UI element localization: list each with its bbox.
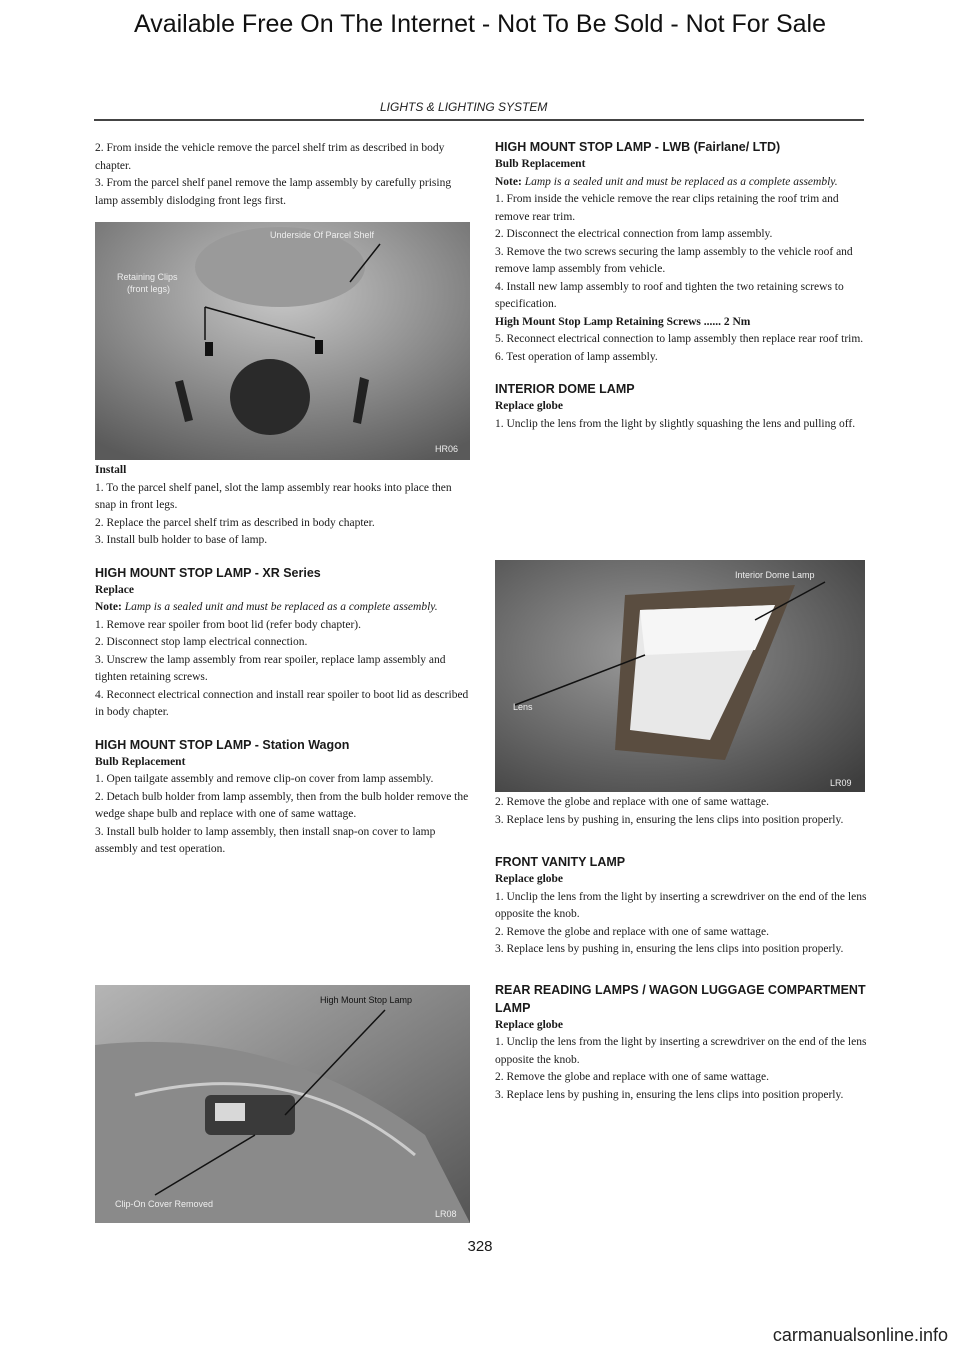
step-text: 2. Remove the globe and replace with one of same wattage. xyxy=(495,1071,769,1083)
note xyxy=(495,174,867,192)
step-text: 2. From inside the vehicle remove the parcel shelf trim as described in body chapter. xyxy=(95,142,445,172)
step-text: 3. Replace lens by pushing in, ensuring the lens clips into position properly. xyxy=(495,1088,844,1101)
section-heading: HIGH MOUNT STOP LAMP - LWB (Fairlane/ LTD) xyxy=(495,140,781,154)
step-text: 1. Unclip the lens from the light by slightly squashing the lens and pulling off. xyxy=(495,417,856,430)
step-text: 2. Replace the parcel shelf trim as described in body chapter. xyxy=(95,516,375,529)
step-text: 1. Unclip the lens from the light by inserting a screwdriver on the end of the lens opposite the knob. xyxy=(495,890,867,920)
photo-label: Retaining Clips xyxy=(117,272,178,282)
step-text: 3. Unscrew the lamp assembly from rear spoiler, replace lamp assembly and tighten retaining screws. xyxy=(95,653,446,683)
install-heading: Install xyxy=(95,464,127,476)
step-text: 1. Remove rear spoiler from boot lid (refer body chapter). xyxy=(95,618,361,631)
step-text: 2. Disconnect stop lamp electrical connection. xyxy=(95,636,308,648)
parcel-shelf-photo xyxy=(95,222,470,460)
step-text: 3. Install bulb holder to lamp assembly, then install snap-on cover to lamp assembly and test operation. xyxy=(95,825,436,855)
watermark-banner: Available Free On The Internet - Not To Be Sold - Not For Sale xyxy=(133,10,827,38)
step-text: 3. Remove the two screws securing the lamp assembly to the vehicle roof and remove lamp assembly from vehicle. xyxy=(495,245,853,275)
sub-heading: Bulb Replacement xyxy=(95,755,186,768)
step-text: 3. From the parcel shelf panel remove the lamp assembly by carefully prising lamp assembly dislodging front legs first. xyxy=(95,177,452,207)
page-number: 328 xyxy=(467,1238,493,1255)
photo-label: Lens xyxy=(513,702,533,712)
step-text: 1. To the parcel shelf panel, slot the lamp assembly rear hooks into place then snap in front legs. xyxy=(95,481,452,511)
step-text: 5. Reconnect electrical connection to lamp assembly then replace rear roof trim. xyxy=(495,333,864,345)
step-text: 6. Test operation of lamp assembly. xyxy=(495,350,658,363)
interior-dome-lamp-photo xyxy=(495,560,865,792)
step-text: 3. Replace lens by pushing in, ensuring the lens clips into position properly. xyxy=(495,943,844,955)
footer-watermark: carmanualsonline.info xyxy=(772,1325,948,1345)
photo-code: LR09 xyxy=(830,778,852,788)
note xyxy=(95,599,470,617)
photo-label: Clip-On Cover Removed xyxy=(115,1199,214,1209)
step-text: 2. Remove the globe and replace with one of same wattage. xyxy=(495,925,769,938)
photo-label: (front legs) xyxy=(127,284,171,294)
sub-heading: Replace globe xyxy=(495,1018,564,1031)
photo-label: Interior Dome Lamp xyxy=(735,570,815,580)
sub-heading: Replace globe xyxy=(495,873,564,885)
sub-heading: Bulb Replacement xyxy=(495,158,586,170)
step-text: 2. Remove the globe and replace with one of same wattage. xyxy=(495,796,769,808)
note-text: Lamp is a sealed unit and must be replaced as a complete assembly. xyxy=(524,175,838,188)
install-section xyxy=(95,462,470,859)
photo-code: HR06 xyxy=(435,444,459,454)
section-heading: REAR READING LAMPS / WAGON LUGGAGE COMPARTMENT LAMP xyxy=(495,982,866,1015)
note-label: Note: xyxy=(95,601,122,613)
note-label: Note: xyxy=(495,175,522,188)
step-text: 3. Replace lens by pushing in, ensuring the lens clips into position properly. xyxy=(495,813,844,826)
torque-spec: High Mount Stop Lamp Retaining Screws ...... 2 Nm xyxy=(495,315,751,328)
section-heading: HIGH MOUNT STOP LAMP - Station Wagon xyxy=(95,737,350,752)
photo-label: High Mount Stop Lamp xyxy=(320,995,413,1005)
step-text: 1. From inside the vehicle remove the rear clips retaining the roof trim and remove rear trim. xyxy=(495,193,839,223)
station-wagon-lamp-photo xyxy=(95,985,470,1223)
section-header: LIGHTS & LIGHTING SYSTEM xyxy=(380,100,548,114)
step-text: 2. Detach bulb holder from lamp assembly, then from the bulb holder remove the wedge shape bulb and replace with one of same wattage. xyxy=(95,790,469,820)
sub-heading: Replace xyxy=(95,583,134,596)
left-top-steps xyxy=(95,140,470,210)
step-text: 3. Install bulb holder to base of lamp. xyxy=(95,534,268,546)
right-column-top xyxy=(495,138,867,433)
step-text: 4. Reconnect electrical connection and install rear spoiler to boot lid as described in body chapter. xyxy=(95,688,469,718)
sub-heading: Replace globe xyxy=(495,400,564,412)
step-text: 1. Unclip the lens from the light by inserting a screwdriver on the end of the lens opposite the knob. xyxy=(495,1036,867,1066)
header-divider xyxy=(94,119,864,121)
step-text: 2. Disconnect the electrical connection from lamp assembly. xyxy=(495,228,773,240)
step-text: 4. Install new lamp assembly to roof and tighten the two retaining screws to specification. xyxy=(495,280,844,310)
section-heading: FRONT VANITY LAMP xyxy=(495,855,626,869)
photo-label: Underside Of Parcel Shelf xyxy=(270,230,375,240)
right-column-bottom xyxy=(495,794,867,1104)
section-heading: INTERIOR DOME LAMP xyxy=(495,382,635,396)
photo-code: LR08 xyxy=(435,1209,457,1219)
note-text: Lamp is a sealed unit and must be replaced as a complete assembly. xyxy=(124,601,438,613)
step-text: 1. Open tailgate assembly and remove clip-on cover from lamp assembly. xyxy=(95,773,434,785)
section-heading: HIGH MOUNT STOP LAMP - XR Series xyxy=(95,565,321,580)
